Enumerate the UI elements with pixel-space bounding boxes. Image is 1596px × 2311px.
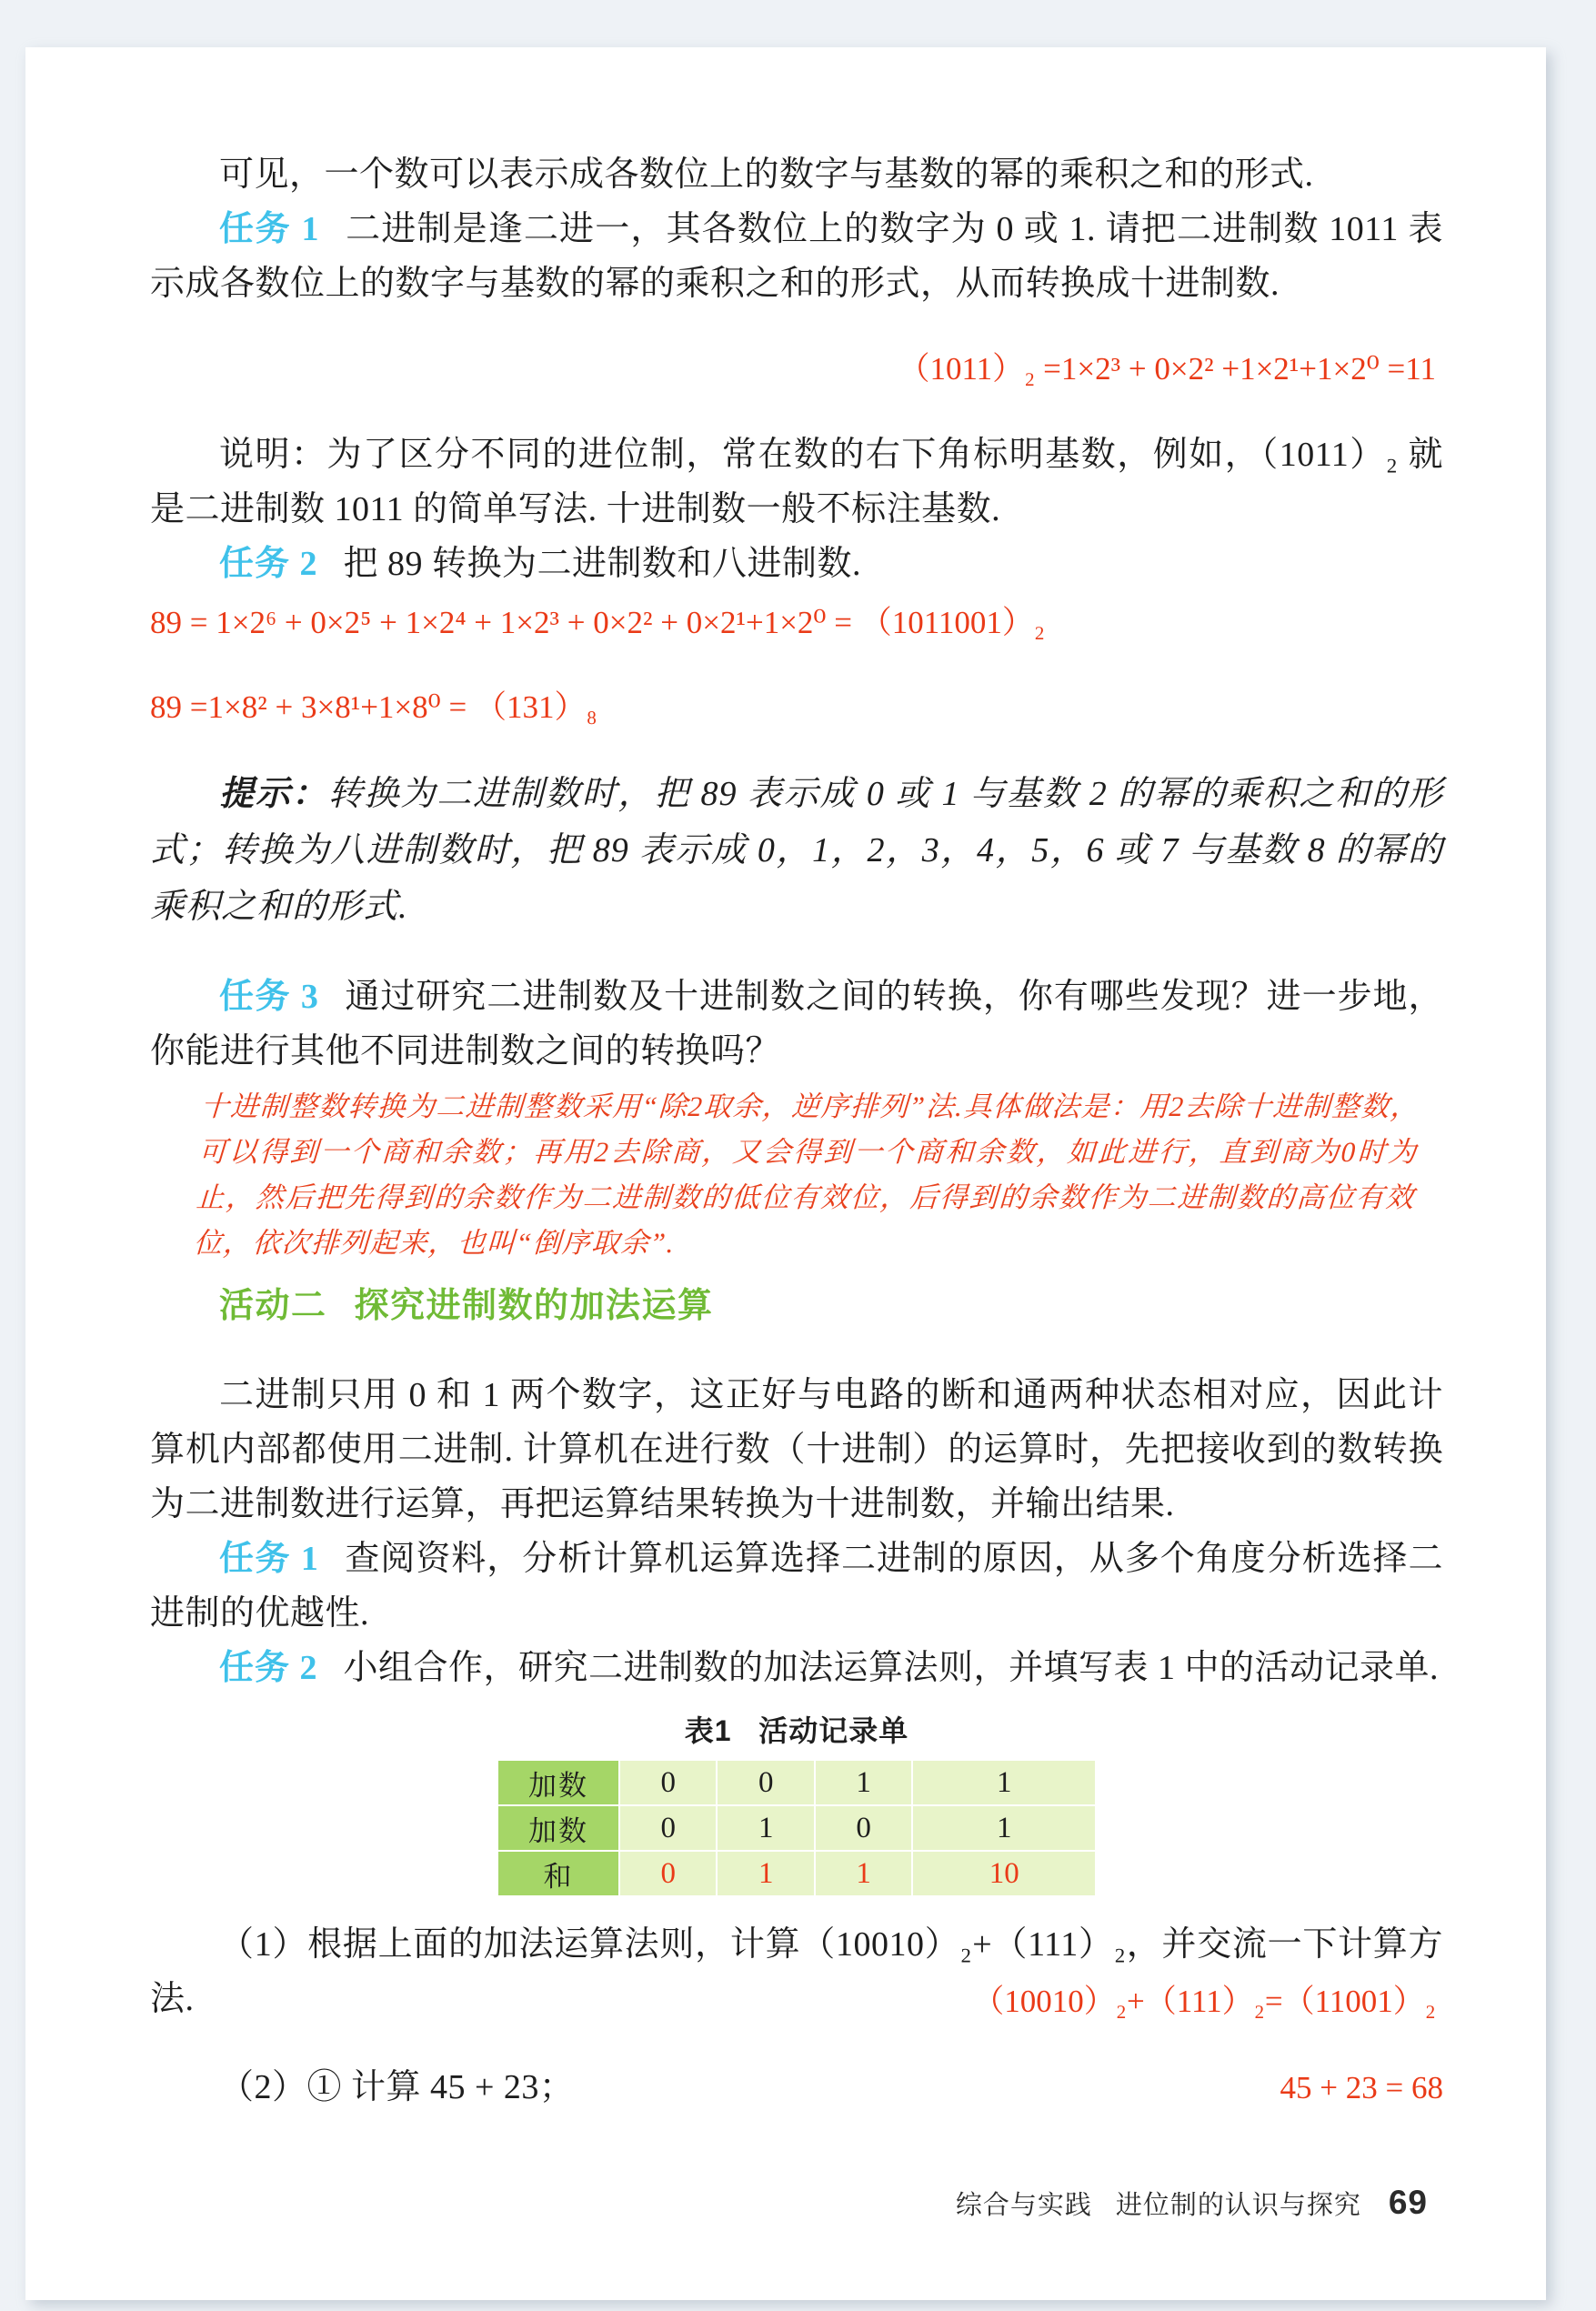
table-cell-answer: 0: [620, 1852, 716, 1895]
task-3-label: 任务 3: [219, 978, 319, 1016]
task-2-answer-line-2: 89 =1×8² + 3×8¹+1×8⁰ = （131）₈: [150, 689, 597, 725]
table-cell-answer: 1: [718, 1852, 813, 1895]
page-content: [150, 147, 1443, 2115]
table-cell: 1: [718, 1806, 813, 1850]
table-cell: 0: [816, 1806, 911, 1850]
intro-paragraph: 可见，一个数可以表示成各数位上的数字与基数的幂的乘积之和的形式.: [219, 156, 1314, 194]
question-2-paragraph: （2）① 计算 45 + 23；: [219, 2068, 575, 2106]
table-cell: 0: [718, 1761, 813, 1804]
activity-2-title: 探究进制数的加法运算: [354, 1287, 714, 1325]
table-caption: [150, 1708, 1443, 1750]
activity-2-paragraph: 二进制只用 0 和 1 两个数字，这正好与电路的断和通两种状态相对应，因此计算机内部都使用二进制. 计算机在进行数（十进制）的运算时，先把接收到的数转换为二进制数进行运算，再把运算结果转换为十进制数，并输出结果.: [150, 1376, 1443, 1523]
activity-2-task-2-text: 小组合作，研究二进制数的加法运算法则，并填写表 1 中的活动记录单.: [343, 1649, 1440, 1687]
note-paragraph: 说明：为了区分不同的进位制，常在数的右下角标明基数，例如，（1011）₂ 就是二进制数 1011 的简单写法. 十进制数一般不标注基数.: [150, 436, 1443, 528]
table-cell-answer: 1: [816, 1852, 911, 1895]
task-1-paragraph: [150, 202, 1443, 311]
table-cell: 0: [620, 1761, 716, 1804]
activity-2-task-1-label: 任务 1: [219, 1540, 319, 1578]
page-number: 69: [1388, 2184, 1428, 2221]
table-cell: 1: [816, 1761, 911, 1804]
hint-paragraph: [150, 766, 1443, 935]
page-footer: [25, 2184, 1546, 2222]
question-2-row: [150, 2060, 1443, 2115]
table-cell: 1: [913, 1761, 1095, 1804]
activity-2-task-2-paragraph: [150, 1641, 1443, 1695]
hint-label: 提示：: [219, 775, 328, 813]
row-header: 加数: [498, 1806, 618, 1850]
paper-inner: [25, 47, 1546, 2300]
table-cell: 1: [913, 1806, 1095, 1850]
table-row: [498, 1852, 1095, 1895]
activity-2-task-1-paragraph: [150, 1532, 1443, 1641]
activity-2-heading: [150, 1279, 1443, 1333]
task-2-text: 把 89 转换为二进制数和八进制数.: [343, 545, 862, 583]
question-1-paragraph: （1）根据上面的加法运算法则，计算（10010）₂+（111）₂，并交流一下计算方法.: [150, 1925, 1443, 2018]
table-caption-title: 活动记录单: [758, 1714, 909, 1747]
paper-sheet: [25, 47, 1546, 2300]
table-row: [498, 1806, 1095, 1850]
table-row: [498, 1761, 1095, 1804]
activity-2-label: 活动二: [219, 1287, 327, 1325]
task-2-paragraph: [150, 537, 1443, 591]
task-3-text: 通过研究二进制数及十进制数之间的转换，你有哪些发现？进一步地，你能进行其他不同进制数之间的转换吗？: [150, 978, 1443, 1070]
task-1-text: 二进制是逢二进一，其各数位上的数字为 0 或 1. 请把二进制数 1011 表示成各数位上的数字与基数的幂的乘积之和的形式，从而转换成十进制数.: [150, 210, 1443, 303]
task-2-answer-line-1: 89 = 1×2⁶ + 0×2⁵ + 1×2⁴ + 1×2³ + 0×2² + 0×2¹+1×2⁰ = （1011001）₂: [150, 605, 1046, 640]
task-2-label: 任务 2: [219, 545, 318, 583]
table-caption-number: 表1: [684, 1714, 732, 1747]
hint-text: 转换为二进制数时，把 89 表示成 0 或 1 与基数 2 的幂的乘积之和的形式；转换为八进制数时，把 89 表示成 0，1，2，3，4，5，6 或 7 与基数 8 的幂的乘积之和的形式.: [150, 775, 1443, 926]
row-header: 和: [498, 1852, 618, 1895]
footer-subject: 综合与实践: [955, 2191, 1092, 2220]
task-1-label: 任务 1: [219, 210, 320, 248]
task-3-paragraph: [150, 970, 1443, 1079]
question-1-answer: （10010）₂+（111）₂=（11001）₂: [972, 1984, 1436, 2019]
activity-record-table: [497, 1759, 1097, 1897]
activity-2-task-1-text: 查阅资料，分析计算机运算选择二进制的原因，从多个角度分析选择二进制的优越性.: [150, 1540, 1443, 1633]
table-cell-answer: 10: [913, 1852, 1095, 1895]
footer-topic: 进位制的认识与探究: [1115, 2191, 1361, 2220]
task-3-handwritten-answer: 十进制整数转换为二进制整数采用“除2取余，逆序排列”法.具体做法是：用2去除十进制整数，可以得到一个商和余数；再用2去除商，又会得到一个商和余数，如此进行，直到商为0时为止，然后把先得到的余数作为二进制数的低位有效位，后得到的余数作为二进制数的高位有效位，依次排列起来，也叫“倒序取余”.: [193, 1090, 1420, 1259]
task-1-answer: （1011）₂ =1×2³ + 0×2² +1×2¹+1×2⁰ =11: [898, 351, 1436, 387]
table-cell: 0: [620, 1806, 716, 1850]
activity-2-task-2-label: 任务 2: [219, 1649, 318, 1687]
question-2-answer: 45 + 23 = 68: [1280, 2070, 1443, 2105]
row-header: 加数: [498, 1761, 618, 1804]
